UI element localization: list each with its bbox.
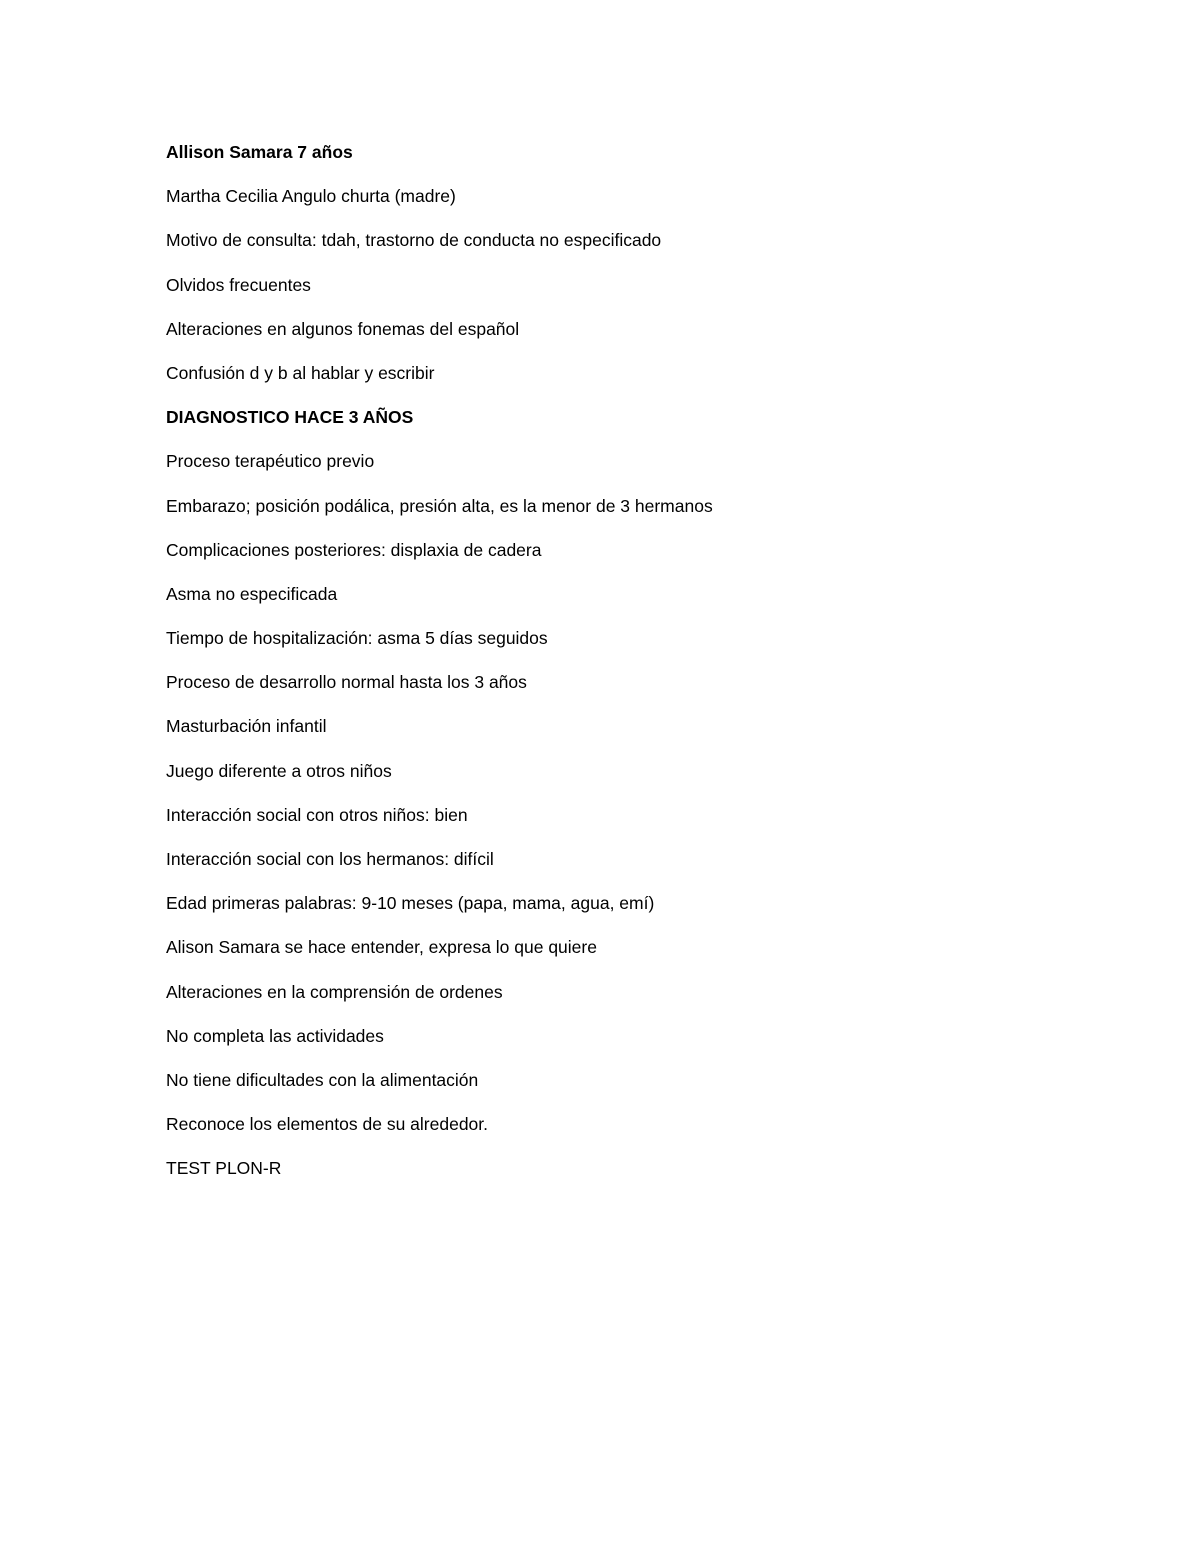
document-body	[166, 140, 1066, 1201]
text-line-mother: Martha Cecilia Angulo churta (madre)	[166, 186, 456, 207]
section-line: Embarazo; posición podálica, presión alta, es la menor de 3 hermanos	[166, 495, 713, 516]
section-line: Complicaciones posteriores: displaxia de cadera	[166, 539, 542, 560]
section-line: Interacción social con los hermanos: difícil	[166, 849, 494, 869]
section-heading: DIAGNOSTICO HACE 3 AÑOS	[166, 407, 414, 428]
text-line-reason: Motivo de consulta: tdah, trastorno de conducta no especificado	[166, 230, 662, 251]
section-line: Proceso terapéutico previo	[166, 451, 375, 472]
section-line: Asma no especificada	[166, 583, 338, 604]
section-line: Tiempo de hospitalización: asma 5 días seguidos	[166, 628, 548, 649]
text-line-confusion: Confusión d y b al hablar y escribir	[166, 362, 435, 383]
section-line: No tiene dificultades con la alimentación	[166, 1069, 479, 1090]
section-line: Edad primeras palabras: 9-10 meses (papa, mama, agua, emí)	[166, 893, 655, 914]
document-title: Allison Samara 7 años	[166, 142, 353, 162]
section-line: TEST PLON-R	[166, 1158, 282, 1179]
section-line: Masturbación infantil	[166, 716, 327, 737]
text-line-forgetfulness: Olvidos frecuentes	[166, 274, 311, 295]
section-line: Juego diferente a otros niños	[166, 760, 392, 781]
section-line: No completa las actividades	[166, 1025, 384, 1046]
text-line-phonemes: Alteraciones en algunos fonemas del español	[166, 318, 520, 339]
section-line: Interacción social con otros niños: bien	[166, 804, 468, 825]
section-line: Reconoce los elementos de su alrededor.	[166, 1114, 489, 1135]
section-line: Alison Samara se hace entender, expresa lo que quiere	[166, 937, 597, 958]
section-line: Proceso de desarrollo normal hasta los 3 años	[166, 672, 527, 693]
section-line: Alteraciones en la comprensión de ordenes	[166, 981, 503, 1002]
